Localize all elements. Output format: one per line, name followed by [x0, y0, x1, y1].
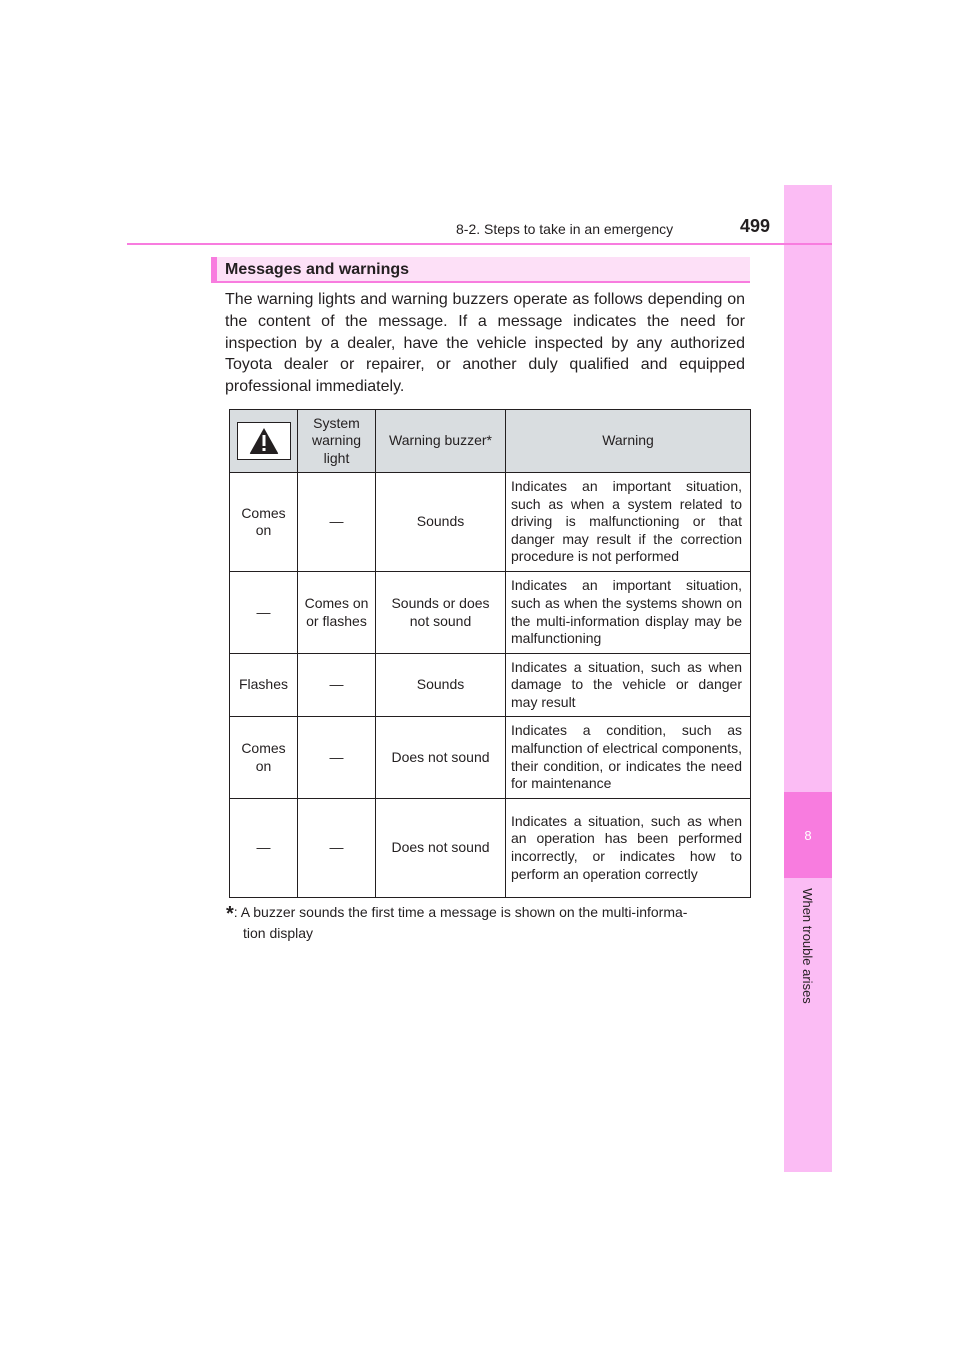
table-footnote [226, 903, 746, 943]
chapter-number: 8 [804, 827, 812, 843]
running-header-section: 8-2. Steps to take in an emergency [456, 221, 674, 237]
warning-cell: Indicates an important situation, such as when a system related to driving is malfunctioning or that danger may result if the correction procedure is not performed [506, 473, 751, 572]
header-system-warning-light: System warning light [298, 410, 376, 473]
table-row [230, 654, 751, 717]
warnings-table [229, 409, 751, 898]
buzzer-cell: Sounds or does not sound [376, 572, 506, 654]
system-light-cell: Comes on or flashes [298, 572, 376, 654]
table-row [230, 717, 751, 799]
footnote-line-2: tion display [243, 925, 314, 941]
system-light-cell: — [298, 654, 376, 717]
footnote-marker: * [226, 903, 234, 925]
system-light-cell: — [298, 717, 376, 799]
warning-cell: Indicates an important situation, such as when the systems shown on the multi-information display may be malfunctioning [506, 572, 751, 654]
section-heading-bar [211, 257, 750, 283]
table-row [230, 799, 751, 898]
section-heading: Messages and warnings [225, 261, 410, 278]
warning-cell: Indicates a situation, such as when an operation has been performed incorrectly, or indicates how to perform an operation correctly [506, 799, 751, 898]
buzzer-cell: Sounds [376, 654, 506, 717]
header-icon-cell [230, 410, 298, 473]
intro-paragraph: The warning lights and warning buzzers operate as follows depending on the content of the message. If a message indicates the need for inspection by a dealer, have the vehicle inspected by any authorized Toyota dealer or repairer, or another duly qualified and equipped professional immediately. [225, 291, 745, 396]
buzzer-cell: Does not sound [376, 799, 506, 898]
warning-cell: Indicates a situation, such as when damage to the vehicle or danger may result [506, 654, 751, 717]
buzzer-cell: Does not sound [376, 717, 506, 799]
table-row [230, 473, 751, 572]
indicator-cell: Comes on [230, 717, 298, 799]
system-light-cell: — [298, 473, 376, 572]
table-row [230, 572, 751, 654]
table-header-row [230, 410, 751, 473]
chapter-number-badge [784, 792, 832, 878]
header-rule [127, 243, 832, 245]
header-warning-buzzer: Warning buzzer* [376, 410, 506, 473]
page-number: 499 [740, 216, 771, 236]
chapter-side-tab [784, 185, 832, 1172]
header-warning: Warning [506, 410, 751, 473]
system-light-cell: — [298, 799, 376, 898]
footnote-line-1: : A buzzer sounds the first time a message is shown on the multi-informa- [233, 904, 688, 920]
indicator-cell: Comes on [230, 473, 298, 572]
chapter-title: When trouble arises [800, 888, 815, 1004]
indicator-cell: — [230, 572, 298, 654]
buzzer-cell: Sounds [376, 473, 506, 572]
warning-triangle-icon [237, 422, 291, 460]
indicator-cell: — [230, 799, 298, 898]
warning-cell: Indicates a condition, such as malfunction of electrical components, their condition, or indicates the need for maintenance [506, 717, 751, 799]
indicator-cell: Flashes [230, 654, 298, 717]
